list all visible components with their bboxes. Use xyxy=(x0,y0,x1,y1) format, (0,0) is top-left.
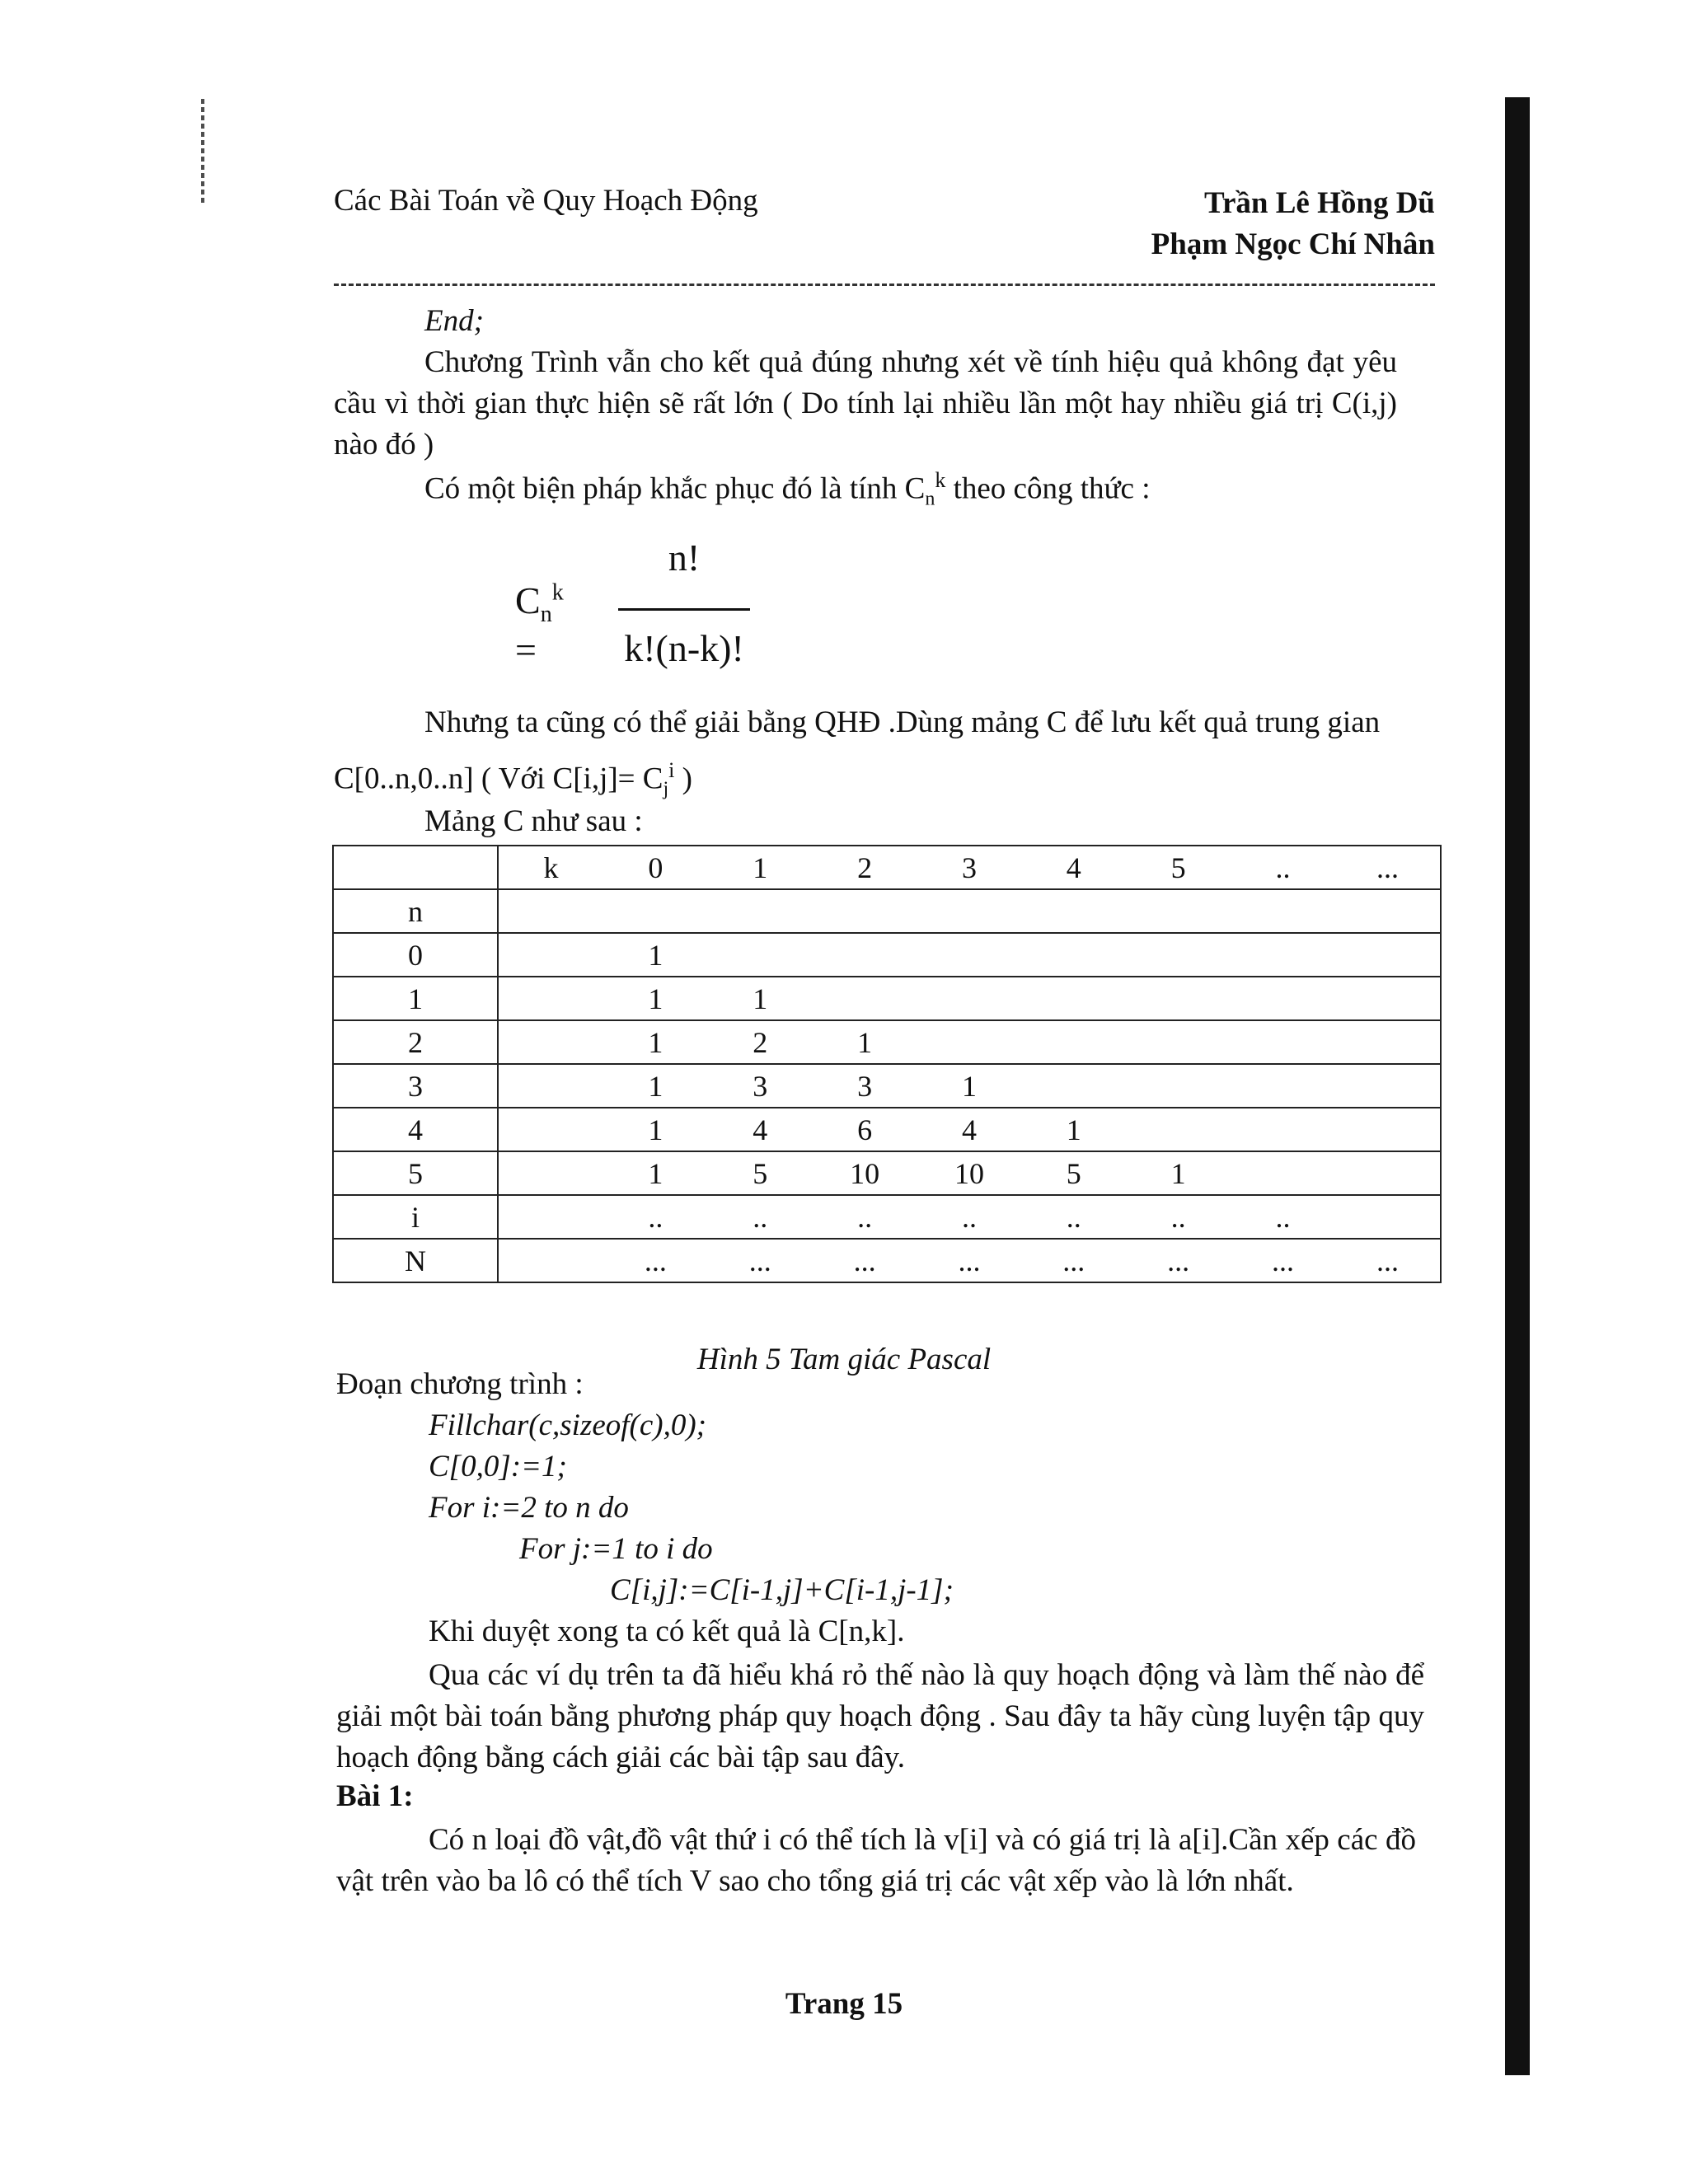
table-cell xyxy=(708,933,813,977)
code-line-4: For j:=1 to i do xyxy=(519,1532,713,1566)
page-number: Trang 15 xyxy=(785,1987,903,2021)
paragraph-5: Qua các ví dụ trên ta đã hiểu khá rỏ thế nào là quy hoạch động và làm thế nào để giải một bài toán bằng phương pháp quy hoạch động . Sau đây ta hãy cùng luyện tập quy hoạch động bằng cách giải các bài tập sau đây. xyxy=(336,1658,1424,1774)
exercise-title: Bài 1: xyxy=(336,1779,414,1813)
table-cell xyxy=(1021,889,1126,933)
table-cell xyxy=(1021,977,1126,1020)
table-cell xyxy=(498,1151,603,1195)
table-cell xyxy=(498,1064,603,1108)
header-authors xyxy=(1151,183,1435,265)
paragraph-3b xyxy=(334,758,692,801)
scan-border xyxy=(1505,97,1530,2075)
table-cell xyxy=(1335,889,1441,933)
result-line: Khi duyệt xong ta có kết quả là C[n,k]. xyxy=(429,1615,905,1648)
table-cell: 1 xyxy=(1021,1108,1126,1151)
table-cell xyxy=(1021,1064,1126,1108)
paragraph-2-sub: n xyxy=(925,488,935,510)
table-cell xyxy=(498,933,603,977)
table-cell: .. xyxy=(813,1195,917,1239)
table-cell: ... xyxy=(917,1239,1022,1282)
table-row xyxy=(333,933,1441,977)
table-cell: k xyxy=(498,846,603,889)
table-cell: .. xyxy=(917,1195,1022,1239)
table-cell xyxy=(1335,1195,1441,1239)
table-cell xyxy=(917,1020,1022,1064)
pascal-table-body xyxy=(333,846,1441,1282)
formula-sub: n xyxy=(540,602,552,628)
paragraph-2-text: Có một biện pháp khắc phục đó là tính C xyxy=(424,471,926,506)
table-cell: 2 xyxy=(813,846,917,889)
table-cell: 5 xyxy=(1126,846,1231,889)
paragraph-1: Chương Trình vẫn cho kết quả đúng nhưng xét về tính hiệu quả không đạt yêu cầu vì thời gian thực hiện sẽ rất lớn ( Do tính lại nhiều lần một hay nhiều giá trị C(i,j) nào đó ) xyxy=(334,345,1397,462)
row-label-cell: N xyxy=(333,1239,498,1282)
table-cell: 1 xyxy=(603,933,708,977)
author-2: Phạm Ngọc Chí Nhân xyxy=(1151,227,1435,261)
table-cell xyxy=(498,1239,603,1282)
table-cell: 4 xyxy=(708,1108,813,1151)
table-cell xyxy=(1335,1020,1441,1064)
table-cell xyxy=(917,933,1022,977)
exercise-text: Có n loại đồ vật,đồ vật thứ i có thể tích là v[i] và có giá trị là a[i].Cần xếp các đồ vật trên vào ba lô có thể tích V sao cho tổng giá trị các vật xếp vào là lớn nhất. xyxy=(336,1823,1416,1898)
code-line-1: Fillchar(c,sizeof(c),0); xyxy=(429,1408,706,1442)
table-cell xyxy=(1126,1108,1231,1151)
table-cell xyxy=(1126,1064,1231,1108)
table-row xyxy=(333,1064,1441,1108)
table-cell: ... xyxy=(1126,1239,1231,1282)
formula-lhs xyxy=(515,579,564,672)
code-label: Đoạn chương trình : xyxy=(336,1367,584,1401)
table-header-row xyxy=(333,846,1441,889)
row-label-cell: 0 xyxy=(333,933,498,977)
table-cell: 0 xyxy=(603,846,708,889)
paragraph-4: Mảng C như sau : xyxy=(424,804,643,838)
table-cell: 1 xyxy=(708,846,813,889)
table-cell xyxy=(1231,1020,1335,1064)
row-label-cell: i xyxy=(333,1195,498,1239)
row-label-cell: 5 xyxy=(333,1151,498,1195)
table-cell: 5 xyxy=(1021,1151,1126,1195)
paragraph-3b-sup: i xyxy=(668,758,675,782)
table-cell: .. xyxy=(603,1195,708,1239)
paragraph-3b-tail: ) xyxy=(674,762,692,796)
table-cell xyxy=(1126,1020,1231,1064)
table-cell: ... xyxy=(1335,846,1441,889)
table-cell: 1 xyxy=(603,1108,708,1151)
formula-denominator: k!(n-k)! xyxy=(624,627,744,669)
pascal-table xyxy=(332,845,1442,1283)
table-cell xyxy=(1335,977,1441,1020)
table-cell xyxy=(1231,977,1335,1020)
table-cell: 5 xyxy=(708,1151,813,1195)
table-cell: 1 xyxy=(603,1064,708,1108)
table-cell xyxy=(813,977,917,1020)
row-label-cell: 1 xyxy=(333,977,498,1020)
table-cell xyxy=(1335,1064,1441,1108)
table-cell: 3 xyxy=(917,846,1022,889)
table-cell xyxy=(917,977,1022,1020)
header-title: Các Bài Toán về Quy Hoạch Động xyxy=(334,184,758,218)
table-cell: ... xyxy=(708,1239,813,1282)
table-cell: 3 xyxy=(708,1064,813,1108)
table-cell xyxy=(1231,1064,1335,1108)
row-label-cell: 4 xyxy=(333,1108,498,1151)
table-cell: ... xyxy=(1231,1239,1335,1282)
figure-caption: Hình 5 Tam giác Pascal xyxy=(696,1343,992,1376)
formula-numerator: n! xyxy=(668,537,701,579)
table-cell: .. xyxy=(1231,846,1335,889)
table-cell xyxy=(1021,933,1126,977)
author-1: Trần Lê Hồng Dũ xyxy=(1204,186,1435,220)
row-label-cell: n xyxy=(333,889,498,933)
table-cell xyxy=(498,1108,603,1151)
table-cell: ... xyxy=(1021,1239,1126,1282)
table-cell: .. xyxy=(1021,1195,1126,1239)
paragraph-3b-text: C[0..n,0..n] ( Với C[i,j]= C xyxy=(334,762,663,796)
code-line-2: C[0,0]:=1; xyxy=(429,1450,567,1483)
table-cell xyxy=(1231,933,1335,977)
table-cell xyxy=(708,889,813,933)
table-cell: ... xyxy=(603,1239,708,1282)
header-divider xyxy=(334,284,1435,286)
table-row xyxy=(333,1239,1441,1282)
table-cell: 6 xyxy=(813,1108,917,1151)
table-row xyxy=(333,1020,1441,1064)
table-cell: 1 xyxy=(917,1064,1022,1108)
table-cell: 1 xyxy=(603,1151,708,1195)
formula-equals: = xyxy=(515,629,537,672)
formula-sup: k xyxy=(551,579,564,606)
table-cell xyxy=(1231,889,1335,933)
table-row xyxy=(333,1151,1441,1195)
table-cell xyxy=(498,1195,603,1239)
table-cell xyxy=(1126,977,1231,1020)
table-cell xyxy=(813,933,917,977)
table-cell xyxy=(1335,933,1441,977)
table-cell xyxy=(1335,1108,1441,1151)
table-cell: .. xyxy=(1126,1195,1231,1239)
table-cell xyxy=(603,889,708,933)
paragraph-3b-sub: j xyxy=(663,778,669,800)
table-row xyxy=(333,1108,1441,1151)
paragraph-2-tail: theo công thức : xyxy=(945,471,1151,506)
table-cell xyxy=(917,889,1022,933)
table-cell: 3 xyxy=(813,1064,917,1108)
table-cell: 2 xyxy=(708,1020,813,1064)
table-cell: ... xyxy=(813,1239,917,1282)
table-row xyxy=(333,889,1441,933)
table-cell: 1 xyxy=(603,1020,708,1064)
row-label-cell: 2 xyxy=(333,1020,498,1064)
table-cell: 4 xyxy=(917,1108,1022,1151)
table-cell: .. xyxy=(1231,1195,1335,1239)
table-cell xyxy=(498,1020,603,1064)
end-keyword: End; xyxy=(424,304,484,338)
table-cell xyxy=(498,977,603,1020)
table-cell: 4 xyxy=(1021,846,1126,889)
table-cell xyxy=(498,889,603,933)
code-line-5: C[i,j]:=C[i-1,j]+C[i-1,j-1]; xyxy=(610,1573,954,1607)
table-cell xyxy=(1231,1108,1335,1151)
table-cell: 10 xyxy=(917,1151,1022,1195)
table-cell xyxy=(1335,1151,1441,1195)
table-cell xyxy=(1021,1020,1126,1064)
table-cell: 1 xyxy=(603,977,708,1020)
table-cell: 1 xyxy=(813,1020,917,1064)
table-cell xyxy=(1231,1151,1335,1195)
scan-mark xyxy=(201,99,204,206)
code-line-3: For i:=2 to n do xyxy=(429,1491,629,1525)
paragraph-3: Nhưng ta cũng có thể giải bằng QHĐ .Dùng mảng C để lưu kết quả trung gian xyxy=(424,705,1381,739)
table-cell: 10 xyxy=(813,1151,917,1195)
table-cell: 1 xyxy=(708,977,813,1020)
table-cell xyxy=(1126,889,1231,933)
table-cell xyxy=(1126,933,1231,977)
fraction-bar xyxy=(618,608,750,611)
table-cell: .. xyxy=(708,1195,813,1239)
row-label-cell xyxy=(333,846,498,889)
paragraph-2-sup: k xyxy=(935,468,946,492)
formula-symbol: C xyxy=(515,579,541,621)
table-cell: ... xyxy=(1335,1239,1441,1282)
table-cell xyxy=(813,889,917,933)
table-cell: 1 xyxy=(1126,1151,1231,1195)
row-label-cell: 3 xyxy=(333,1064,498,1108)
table-row xyxy=(333,977,1441,1020)
table-row xyxy=(333,1195,1441,1239)
paragraph-2 xyxy=(424,468,1151,511)
